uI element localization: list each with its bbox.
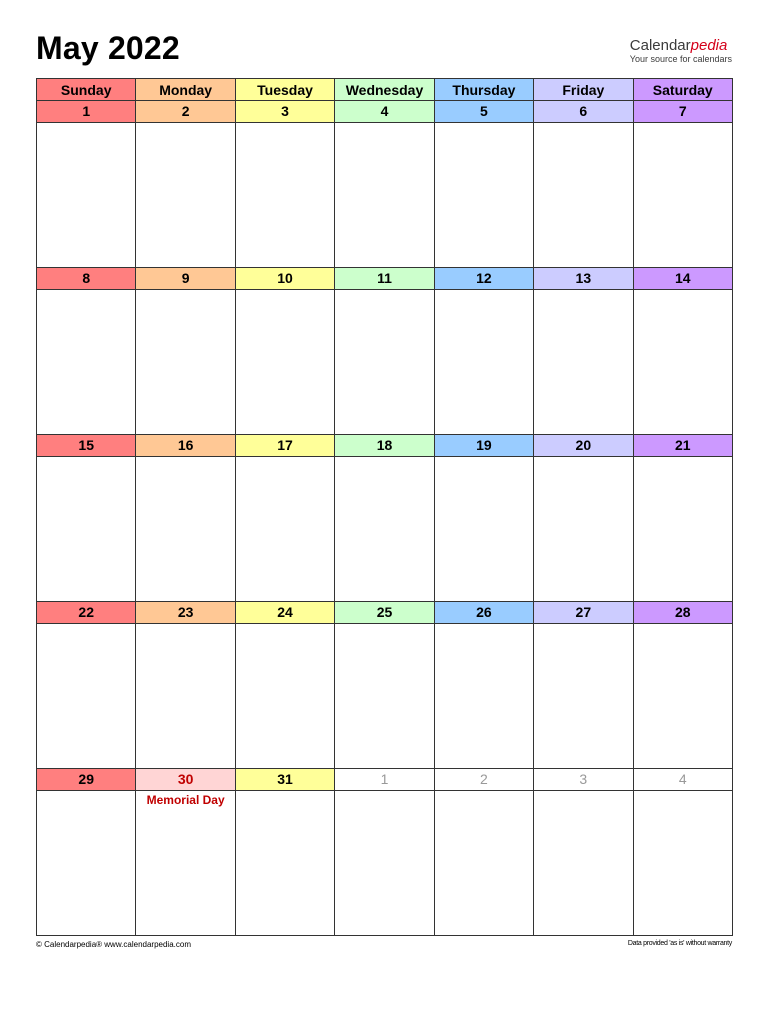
day-number: 10 [236,268,334,290]
day-cell[interactable] [37,602,136,769]
day-notes-area [435,123,533,267]
day-cell[interactable] [634,435,733,602]
page-title: May 2022 [36,30,180,66]
day-number: 1 [335,769,433,791]
day-cell[interactable] [335,101,434,268]
holiday-label: Memorial Day [146,793,225,807]
day-cell[interactable] [236,101,335,268]
day-cell[interactable] [534,101,633,268]
day-number: 5 [435,101,533,123]
day-notes-area [534,624,632,768]
weekday-header: Wednesday [335,78,434,101]
day-cell[interactable] [136,602,235,769]
day-cell[interactable] [435,268,534,435]
day-number: 20 [534,435,632,457]
day-number: 25 [335,602,433,624]
day-cell[interactable] [634,602,733,769]
day-number: 4 [634,769,732,791]
day-notes-area [335,457,433,601]
day-number: 14 [634,268,732,290]
footer-copyright: © Calendarpedia® www.calendarpedia.com [36,940,191,949]
day-number: 3 [236,101,334,123]
day-number: 9 [136,268,234,290]
brand-name [630,38,732,54]
day-cell[interactable] [435,101,534,268]
day-notes-area [136,791,234,935]
day-number: 8 [37,268,135,290]
day-number: 3 [534,769,632,791]
day-notes-area [534,457,632,601]
day-number: 17 [236,435,334,457]
day-notes-area [335,290,433,434]
brand-name-main: Calendar [629,37,691,54]
day-number: 26 [435,602,533,624]
day-cell[interactable] [236,602,335,769]
day-cell[interactable] [136,268,235,435]
day-notes-area [37,457,135,601]
day-number: 6 [534,101,632,123]
day-cell[interactable] [236,435,335,602]
day-number: 23 [136,602,234,624]
day-number: 18 [335,435,433,457]
day-number: 15 [37,435,135,457]
brand-name-accent: pedia [690,37,728,54]
day-cell[interactable] [335,435,434,602]
day-notes-area [136,457,234,601]
day-notes-area [335,123,433,267]
brand-tagline: Your source for calendars [629,54,732,64]
day-cell[interactable] [534,602,633,769]
day-number: 27 [534,602,632,624]
day-number: 30 [136,769,234,791]
calendar-week [37,769,733,936]
day-notes-area [136,624,234,768]
day-notes-area [236,123,334,267]
weekday-header: Thursday [435,78,534,101]
day-cell[interactable] [236,268,335,435]
day-notes-area [37,123,135,267]
calendar-grid [36,78,733,936]
day-notes-area [634,290,732,434]
day-notes-area [435,791,533,935]
day-number: 11 [335,268,433,290]
day-number: 1 [37,101,135,123]
weekday-header: Saturday [634,78,733,101]
day-number: 31 [236,769,334,791]
weekday-header: Sunday [37,78,136,101]
day-cell[interactable] [634,268,733,435]
day-notes-area [534,290,632,434]
day-notes-area [435,290,533,434]
day-number: 22 [37,602,135,624]
day-cell[interactable] [136,435,235,602]
day-notes-area [634,791,732,935]
day-cell[interactable] [37,268,136,435]
weekday-header: Friday [534,78,633,101]
day-notes-area [136,123,234,267]
day-notes-area [236,624,334,768]
day-notes-area [37,290,135,434]
weekday-header: Tuesday [236,78,335,101]
day-notes-area [335,791,433,935]
day-number: 4 [335,101,433,123]
day-number: 13 [534,268,632,290]
day-cell[interactable] [37,101,136,268]
day-notes-area [534,791,632,935]
day-number: 19 [435,435,533,457]
day-cell[interactable] [435,435,534,602]
calendar-weeks [37,101,733,936]
day-notes-area [435,624,533,768]
day-notes-area [236,791,334,935]
day-number: 29 [37,769,135,791]
day-notes-area [634,624,732,768]
day-number: 2 [435,769,533,791]
day-cell[interactable] [534,769,633,936]
day-number: 7 [634,101,732,123]
day-number: 2 [136,101,234,123]
day-number: 28 [634,602,732,624]
day-cell[interactable] [634,101,733,268]
day-notes-area [634,457,732,601]
day-notes-area [236,290,334,434]
day-number: 21 [634,435,732,457]
day-notes-area [37,791,135,935]
weekday-header-row [37,78,733,101]
day-notes-area [634,123,732,267]
day-number: 24 [236,602,334,624]
day-cell[interactable] [37,769,136,936]
calendar-week [37,101,733,268]
day-notes-area [136,290,234,434]
footer-disclaimer: Data provided 'as is' without warranty [627,940,732,947]
day-cell[interactable] [435,769,534,936]
day-cell[interactable] [136,101,235,268]
brand-logo[interactable] [630,38,732,64]
day-cell[interactable] [335,602,434,769]
calendar-week [37,435,733,602]
day-cell[interactable] [236,769,335,936]
day-notes-area [435,457,533,601]
day-cell[interactable] [634,769,733,936]
day-number: 12 [435,268,533,290]
day-notes-area [236,457,334,601]
day-cell[interactable] [534,435,633,602]
day-cell[interactable] [136,769,235,936]
day-cell[interactable] [435,602,534,769]
calendar-week [37,268,733,435]
day-notes-area [335,624,433,768]
weekday-header: Monday [136,78,235,101]
day-notes-area [534,123,632,267]
day-cell[interactable] [335,268,434,435]
day-number: 16 [136,435,234,457]
day-cell[interactable] [335,769,434,936]
day-cell[interactable] [37,435,136,602]
day-cell[interactable] [534,268,633,435]
calendar-week [37,602,733,769]
day-notes-area [37,624,135,768]
